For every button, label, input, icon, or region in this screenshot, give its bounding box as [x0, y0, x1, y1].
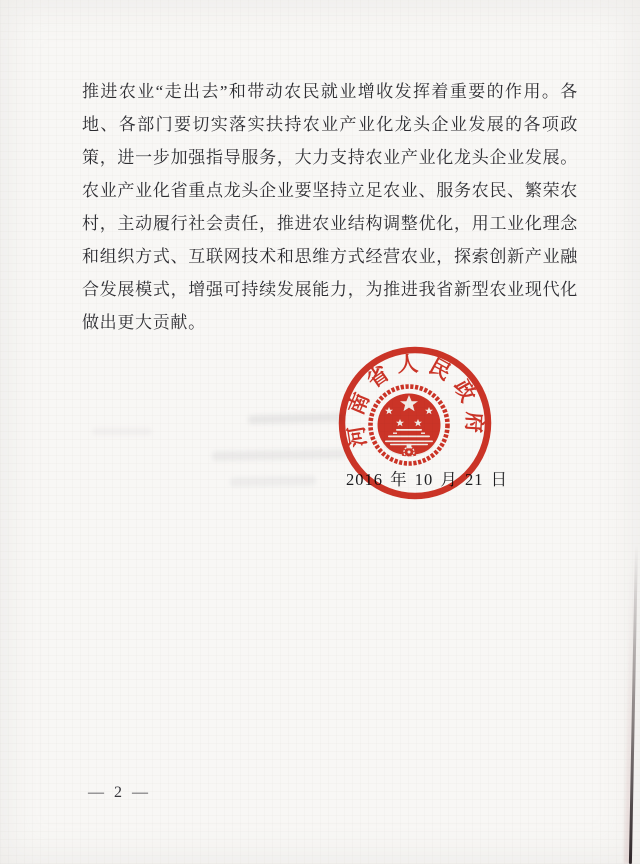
body-line: 推进农业“走出去”和带动农民就业增收发挥着重要的作用。各: [82, 82, 578, 101]
issue-date: 2016 年 10 月 21 日: [346, 470, 509, 489]
prc-national-emblem-icon: [371, 387, 448, 464]
page-number: — 2 —: [88, 784, 151, 801]
ink-bleed-mark: [92, 428, 152, 435]
official-seal: [315, 323, 515, 523]
seal-arc-text: 河南省人民政府: [342, 351, 487, 449]
body-line: 农业产业化省重点龙头企业要坚持立足农业、服务农民、繁荣农: [82, 181, 578, 200]
body-line: 合发展模式，增强可持续发展能力，为推进我省新型农业现代化: [82, 280, 578, 299]
body-line: 村，主动履行社会责任，推进农业结构调整优化，用工业化理念: [82, 214, 578, 233]
ink-bleed-mark: [230, 476, 316, 486]
body-line: 做出更大贡献。: [82, 313, 206, 332]
body-line: 策，进一步加强指导服务，大力支持农业产业化龙头企业发展。: [82, 148, 578, 167]
body-paragraph: [82, 75, 578, 339]
body-line: 和组织方式、互联网技术和思维方式经营农业，探索创新产业融: [82, 247, 578, 266]
body-line: 地、各部门要切实落实扶持农业产业化龙头企业发展的各项政: [82, 115, 578, 134]
